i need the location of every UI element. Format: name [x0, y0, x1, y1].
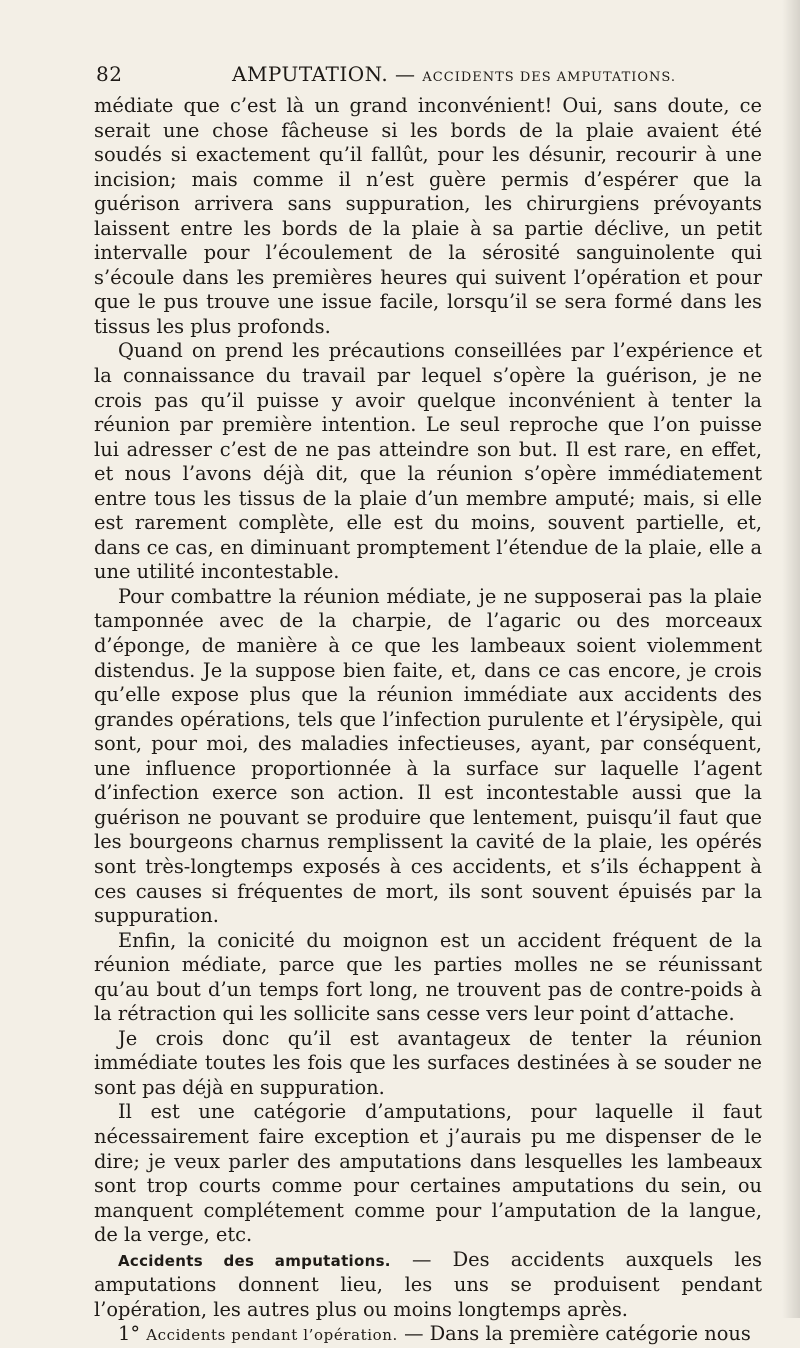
section-heading: Accidents des amputations. — [118, 1251, 391, 1270]
page-number: 82 — [96, 62, 123, 86]
section-text: — Des accidents auxquels les amputations donnent lieu, les uns se produisent pendant l’opération, les autres plus ou moins longtemps après. — [94, 1247, 762, 1321]
paragraph: Je crois donc qu’il est avantageux de tenter la réunion immédiate toutes les fois que les surfaces destinées à se souder ne sont pas déjà en suppuration. — [94, 1026, 762, 1099]
paragraph-continued: médiate que c’est là un grand inconvénient! Oui, sans doute, ce serait une chose fâcheuse si les bords de la plaie avaient été soudés si exactement qu’il fallût, pour les désunir, recourir à une incision; mais comme il n’est guère permis d’espérer que la guérison arrivera sans suppuration, les chirurgiens prévoyants laissent entre les bords de la plaie à sa partie déclive, un petit intervalle pour l’écoulement de la sérosité sanguinolente qui s’écoule dans les premières heures qui suivent l’opération et pour que le pus trouve une issue facile, lorsqu’il se sera formé dans les tissus les plus profonds. — [94, 94, 762, 338]
paragraph: Il est une catégorie d’amputations, pour laquelle il faut nécessairement faire exception et j’aurais pu me dispenser de le dire; je veux parler des amputations dans lesquelles les lambeaux sont trop courts comme pour certaines amputations du sein, ou manquent complétement comme pour l’amputation de la langue, de la verge, etc. — [94, 1100, 762, 1247]
subsection-number: 1° — [118, 1322, 141, 1346]
running-head-main: AMPUTATION. — [232, 62, 389, 86]
paragraph: Quand on prend les précautions conseillées par l’expérience et la connaissance du travail par lequel s’opère la guérison, je ne crois pas qu’il puisse y avoir quelque inconvénient à tenter la réunion par première intention. Le seul reproche que l’on puisse lui adresser c’est de ne pas atteindre son but. Il est rare, en effet, et nous l’avons déjà dit, que la réunion s’opère immédiatement entre tous les tissus de la plaie d’un membre amputé; mais, si elle est rarement complète, elle est du moins, souvent partielle, et, dans ce cas, en diminuant promptement l’étendue de la plaie, elle a une utilité incontestable. — [94, 339, 762, 584]
running-head-dash: — — [388, 62, 423, 86]
page-body — [94, 94, 762, 1348]
page-header — [96, 58, 760, 88]
running-head-sub: ACCIDENTS DES AMPUTATIONS. — [422, 70, 677, 85]
paragraph: Pour combattre la réunion médiate, je ne supposerai pas la plaie tamponnée avec de la charpie, de l’agaric ou des morceaux d’éponge, de manière à ce que les lambeaux soient violemment distendus. Je la suppose bien faite, et, dans ce cas encore, je crois qu’elle expose plus que la réunion immédiate aux accidents des grandes opérations, tels que l’infection purulente et l’érysipèle, qui sont, pour moi, des maladies infectieuses, ayant, par conséquent, une influence proportionnée à la surface sur laquelle l’agent d’infection exerce son action. Il est incontestable aussi que la guérison ne pouvant se produire que lentement, puisqu’il faut que les bourgeons charnus remplissent la cavité de la plaie, les opérés sont très-longtemps exposés à ces accidents, et s’ils échappent à ces causes si fréquentes de mort, ils sont souvent épuisés par la suppuration. — [94, 584, 762, 928]
paragraph: Enfin, la conicité du moignon est un accident fréquent de la réunion médiate, parce que les parties molles ne se réunissant qu’au bout d’un temps fort long, ne trouvent pas de contre-poids à la rétraction qui les sollicite sans cesse vers leur point d’attache. — [94, 928, 762, 1026]
subsection-paragraph — [94, 1322, 762, 1348]
subsection-text: — Dans la première catégorie nous — [397, 1322, 751, 1346]
running-head — [232, 62, 676, 86]
section-paragraph — [94, 1248, 762, 1323]
subsection-heading: Accidents pendant l’opération. — [146, 1326, 398, 1345]
